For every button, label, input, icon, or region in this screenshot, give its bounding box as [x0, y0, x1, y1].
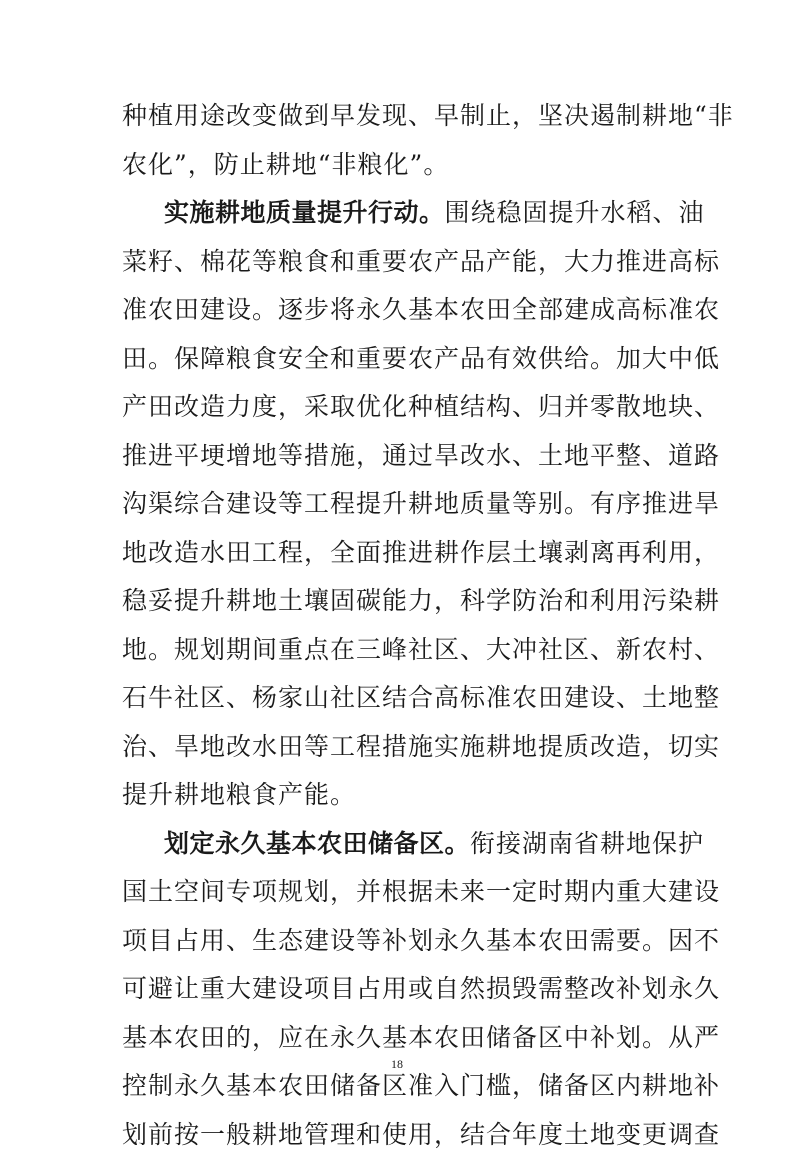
text-line: 产田改造力度，采取优化种植结构、归并零散地块、	[122, 383, 682, 432]
text-line: 治、旱地改水田等工程措施实施耕地提质改造，切实	[122, 723, 682, 772]
text-line: 地改造水田工程，全面推进耕作层土壤剥离再利用，	[122, 529, 682, 578]
text-line: 国土空间专项规划，并根据未来一定时期内重大建设	[122, 868, 682, 917]
text-line: 划前按一般耕地管理和使用，结合年度土地变更调查	[122, 1111, 682, 1159]
text-span: 衔接湖南省耕地保护	[470, 829, 704, 858]
text-line: 推进平埂增地等措施，通过旱改水、土地平整、道路	[122, 432, 682, 481]
text-line	[122, 189, 682, 238]
page-number: 18	[0, 1057, 794, 1072]
section-heading: 实施耕地质量提升行动。	[164, 198, 445, 227]
text-line: 可避让重大建设项目占用或自然损毁需整改补划永久	[122, 965, 682, 1014]
text-line: 沟渠综合建设等工程提升耕地质量等别。有序推进旱	[122, 480, 682, 529]
paragraph-quality-improvement	[122, 189, 682, 820]
paragraph-land-use	[122, 92, 682, 189]
text-line: 种植用途改变做到早发现、早制止，坚决遏制耕地“非	[122, 92, 682, 141]
text-line: 石牛社区、杨家山社区结合高标准农田建设、土地整	[122, 674, 682, 723]
text-line: 控制永久基本农田储备区准入门槛，储备区内耕地补	[122, 1062, 682, 1111]
document-body	[122, 92, 682, 1159]
text-span: 围绕稳固提升水稻、油	[445, 198, 705, 227]
text-line: 项目占用、生态建设等补划永久基本农田需要。因不	[122, 917, 682, 966]
section-heading: 划定永久基本农田储备区。	[164, 829, 470, 858]
text-line: 田。保障粮食安全和重要农产品有效供给。加大中低	[122, 335, 682, 384]
text-line: 菜籽、棉花等粮食和重要农产品产能，大力推进高标	[122, 238, 682, 287]
text-line: 农化”，防止耕地“非粮化”。	[122, 141, 682, 190]
paragraph-reserve-zone	[122, 820, 682, 1159]
text-line: 地。规划期间重点在三峰社区、大冲社区、新农村、	[122, 626, 682, 675]
text-line: 提升耕地粮食产能。	[122, 771, 682, 820]
text-line: 基本农田的，应在永久基本农田储备区中补划。从严	[122, 1014, 682, 1063]
text-line: 准农田建设。逐步将永久基本农田全部建成高标准农	[122, 286, 682, 335]
text-line	[122, 820, 682, 869]
text-line: 稳妥提升耕地土壤固碳能力，科学防治和利用污染耕	[122, 577, 682, 626]
